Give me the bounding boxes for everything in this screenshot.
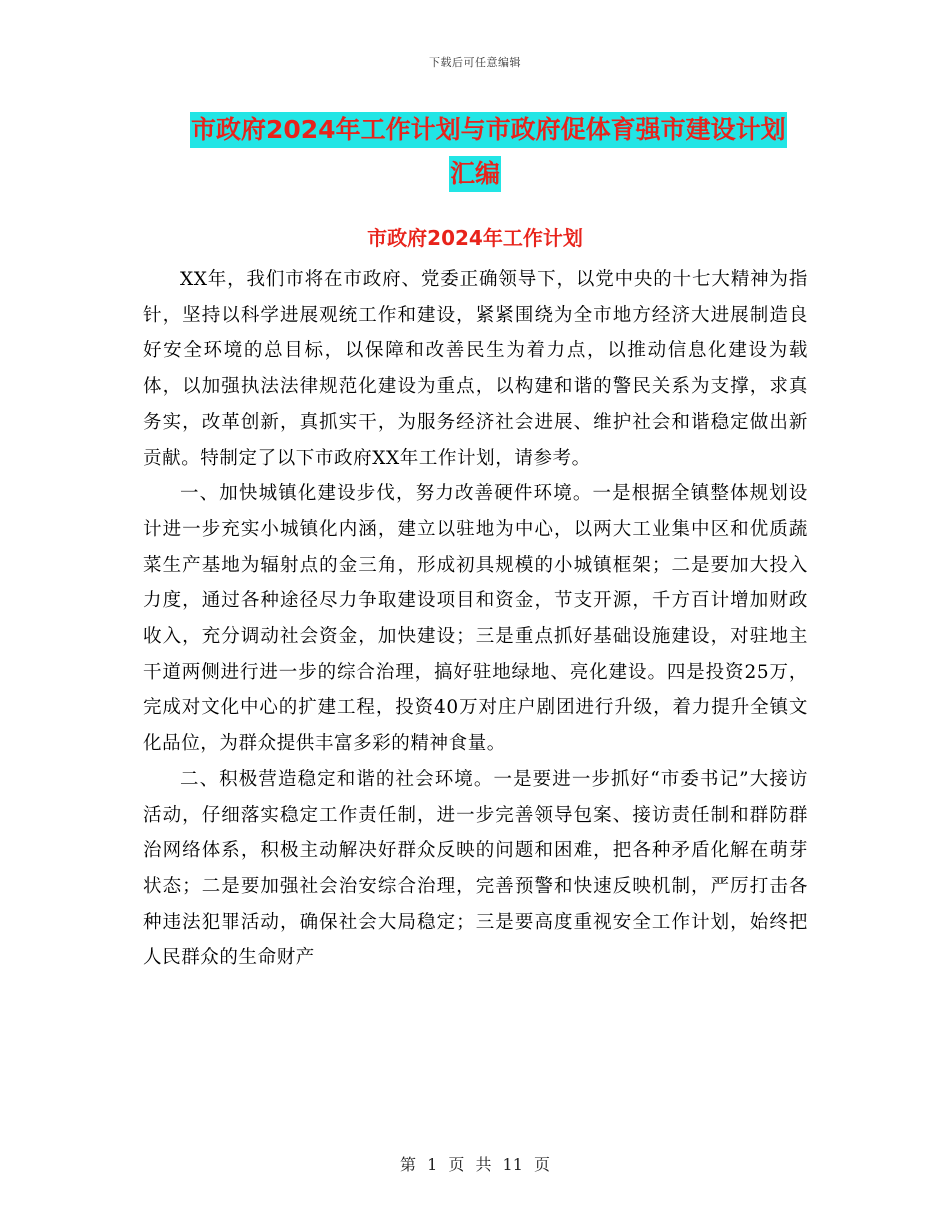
document-title-text-2: 汇编 [449, 156, 501, 192]
page-header-note: 下载后可任意编辑 [429, 56, 521, 69]
document-title-line-2 [0, 156, 950, 192]
document-title-line-1 [190, 112, 787, 148]
paragraph-item-1: 一、加快城镇化建设步伐，努力改善硬件环境。一是根据全镇整体规划设计进一步充实小城镇化内涵，建立以驻地为中心，以两大工业集中区和优质蔬菜生产基地为辐射点的金三角，形成初具规模的小城镇框架；二是要加大投入力度，通过各种途径尽力争取建设项目和资金，节支开源，千方百计增加财政收入，充分调动社会资金，加快建设；三是重点抓好基础设施建设，对驻地主干道两侧进行进一步的综合治理，搞好驻地绿地、亮化建设。四是投资25万，完成对文化中心的扩建工程，投资40万对庄户剧团进行升级，着力提升全镇文化品位，为群众提供丰富多彩的精神食量。 [143, 483, 808, 755]
document-body [143, 262, 808, 976]
section-title: 市政府2024年工作计划 [367, 226, 583, 250]
paragraph-item-2: 二、积极营造稳定和谐的社会环境。一是要进一步抓好“市委书记”大接访活动，仔细落实稳定工作责任制，进一步完善领导包案、接访责任制和群防群治网络体系，积极主动解决好群众反映的问题和困难，把各种矛盾化解在萌芽状态；二是要加强社会治安综合治理，完善预警和快速反映机制，严厉打击各种违法犯罪活动，确保社会大局稳定；三是要高度重视安全工作计划，始终把人民群众的生命财产 [143, 768, 808, 969]
page-number-footer: 第 1 页 共 11 页 [400, 1155, 550, 1174]
document-title-text-1: 市政府2024年工作计划与市政府促体育强市建设计划 [190, 112, 787, 148]
paragraph-intro: XX年，我们市将在市政府、党委正确领导下，以党中央的十七大精神为指针，坚持以科学进展观统工作和建设，紧紧围绕为全市地方经济大进展制造良好安全环境的总目标，以保障和改善民生为着力点，以推动信息化建设为载体，以加强执法法律规范化建设为重点，以构建和谐的警民关系为支撑，求真务实，改革创新，真抓实干，为服务经济社会进展、维护社会和谐稳定做出新贡献。特制定了以下市政府XX年工作计划，请参考。 [143, 269, 808, 469]
